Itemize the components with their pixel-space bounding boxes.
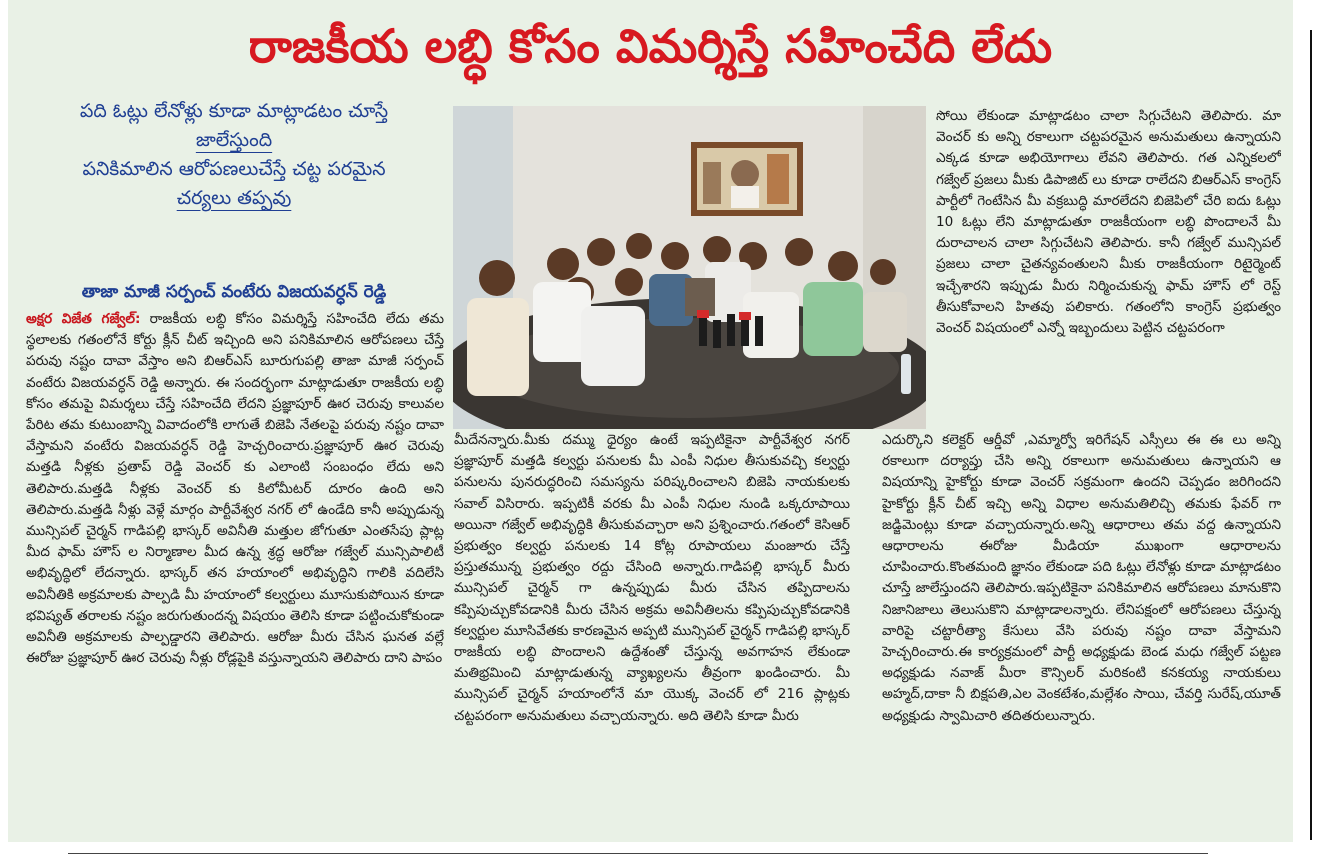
deck-line-1: పది ఓట్లు లేనోళ్లు కూడా మాట్లాడటం చూస్తే [79, 100, 389, 122]
deck-line-2: జాలేస్తుంది [195, 129, 273, 151]
article-column-1 [26, 309, 444, 833]
bottom-rule [68, 853, 1208, 854]
dateline: అక్షర విజేత గజ్వేల్: [26, 311, 141, 327]
column-1-text: రాజకీయ లబ్ధి కోసం విమర్శిస్తే సహించేది లేదు తమ స్థలాలకు గతంలోనే కోర్టు క్లీన్ చీట్ ఇచ్చింది అని పనికిమాలిన ఆరోపణలు చేస్తే పరువు నష్టం దావా వేస్తాం అని బిఆర్ఎస్ బూరుగుపల్లి తాజా మాజీ సర్పంచ్ వంటేరు విజయవర్ధన్ రెడ్డి అన్నారు. ఈ సందర్భంగా మాట్లాడుతూ రాజకీయ లబ్ధి కోసం తమపై విమర్శలు చేస్తే సహించేది లేదని ప్రజ్ఞాపూర్ ఊర చెరువు కాలువల పేరిట తమ కుటుంబాన్ని వివాదంలోకి లాగుతే బిజెపి నేతలపై పరువు నష్టం దావా వేస్తామని వంటేరు విజయవర్ధన్ రెడ్డి హెచ్చరించారు.ప్రజ్ఞాపూర్ ఊర చెరువు మత్తడి నీళ్లకు ప్రతాప్ రెడ్డి వెంచర్ కు ఎలాంటి సంబంధం లేదు అని తెలిపారు.మత్తడి నీళ్లకు వెంచర్ కు కిలోమీటర్ దూరం ఉంది అని తెలిపారు.మత్తడి నీళ్లు వెళ్లే మార్గం పార్టీవేశ్వర నగర్ లో ఉండేది కానీ అప్పుడున్న మున్సిపల్ చైర్మన్ గాడిపల్లి భాస్కర్ అవినీతి మత్తుల జోగుతూ ఎంతసేపు ప్లాట్ల మీద ఫామ్ హౌస్ ల నిర్మాణాల మీద ఉన్న శ్రద్ధ ఆరోజు గజ్వేల్ మున్సిపాలిటీ అభివృద్ధిలో లేదన్నారు. భాస్కర్ తన హయాంలో అభివృద్ధిని గాలికి వదిలేసి అవినీతికి అక్రమాలకు పాల్పడి మీ హయాంలో కల్వర్టులు మూసుకుపోయిన కూడా భవిష్యత్ తరాలకు నష్టం జరుగుతుందన్న విషయం తెలిసి కూడా పట్టించుకోకుండా అవినీతి అక్రమాలకు పాల్పడ్డారని తెలిపారు. ఆరోజు మీరు చేసిన ఘనత వల్లే ఈరోజు ప్రజ్ఞాపూర్ ఊర చెరువు నీళ్లు రోడ్లపైకి వస్తున్నాయని తెలిపారు దాని పాపం [26, 311, 444, 667]
byline: తాజా మాజీ సర్పంచ్ వంటేరు విజయవర్ధన్ రెడ్డి [81, 282, 387, 302]
deck-line-4: చర్యలు తప్పవు [176, 187, 292, 209]
column-3-text: ఎదుర్కొని కలెక్టర్ ఆర్డీవో ,ఎమ్మార్వో ఇరిగేషన్ ఎస్సీలు ఈ ఈ లు అన్ని రకాలుగా దర్యాప్తు చేసి అన్ని రకాలుగా అనుమతులు ఉన్నాయని ఆ విషయాన్ని హైకోర్టు కూడా వెంచర్ సక్రమంగా ఉందని చెప్పడం జరిగిందని హైకోర్టు క్లీన్ చీట్ ఇచ్చి అన్ని విధాల అనుమతిలిచ్చి తమకు ఫేవర్ గా జడ్జిమెంట్లు కూడా వచ్చాయన్నారు.అన్ని ఆధారాలు తమ వద్ద ఉన్నాయని ఆధారాలను ఈరోజు మీడియా ముఖంగా ఆధారాలను చూపించారు.కొంతమంది జ్ఞానం లేకుండా పది ఓట్లు లేనోళ్లు కూడా మాట్లాడటం చూస్తే జాలేస్తుందని తెలిపారు.ఇప్పటికైనా పనికిమాలిన ఆరోపణలు మానుకొని నిజానిజాలు తెలుసుకొని మాట్లాడాలన్నారు. లేనిపక్షంలో ఆరోపణలు చేస్తున్న వారిపై చట్టారీత్యా కేసులు వేసి పరువు నష్టం దావా వేస్తామని హెచ్చరించారు.ఈ కార్యక్రమంలో పార్టీ అధ్యక్షుడు బెండ మధు గజ్వేల్ పట్టణ అధ్యక్షుడు నవాజ్ మీరా కౌన్సిలర్ మరికంటి కనకయ్య నాయకులు అహ్మద్,దాకా నీ బిక్షపతి,ఎల వెంకటేశం,మల్లేశం సాయి, చేవర్తి సురేష్,యూత్ అధ్యక్షుడు స్వామిచారి తదితరులున్నారు. [882, 432, 1281, 724]
press-meet-photo-icon [453, 106, 926, 429]
deck-line-3: పనికిమాలిన ఆరోపణలుచేస్తే చట్ట పరమైన [82, 158, 386, 180]
page-edge-rule [1310, 30, 1312, 840]
article-column-3 [882, 430, 1281, 830]
column-3-top-text: సోయి లేకుండా మాట్లాడటం చాలా సిగ్గుచేటని తెలిపారు. మా వెంచర్ కు అన్ని రకాలుగా చట్టపరమైన అనుమతులు ఉన్నాయని ఎక్కడ కూడా అభియోగాలు లేవని తెలిపారు. గత ఎన్నికలలో గజ్వేల్ ప్రజలు మీకు డిపాజిట్ లు కూడా రాలేదని బిఆర్ఎస్ కాంగ్రెస్ పార్టీలో గెంటేసిన మీ వక్రబుద్ధి మారలేదని బిజెపిలో చేరి ఐదు ఓట్లు 10 ఓట్లు లేని మాట్లాడుతూ రాజకీయంగా లబ్ధి పొందాలనే మీ దురాచాలన చాలా సిగ్గుచేటని తెలిపారు. కానీ గజ్వేల్ మున్సిపల్ ప్రజలు చాలా చైతన్యవంతులని మీకు రాజకీయంగా రిటైర్మెంట్ ఇచ్చేశారని ఇప్పుడు మీరు నిర్మించుకున్న ఫామ్ హౌస్ లో రెస్ట్ తీసుకోవాలని హితవు పలికారు. గతంలోని కాంగ్రెస్ ప్రభుత్వం వెంచర్ విషయంలో ఎన్నో ఇబ్బందులు పెట్టిన చట్టపరంగా [936, 108, 1281, 337]
column-2-text: మీదేనన్నారు.మీకు దమ్ము ధైర్యం ఉంటే ఇప్పటికైనా పార్టీవేశ్వర నగర్ ప్రజ్ఞాపూర్ మత్తడి కల్వర్టు పనులకు మీ ఎంపీ నిధుల తీసుకువచ్చి కల్వర్టు పనులను పునరుద్ధరించి సమస్యను పరిష్కరించాలని బిజెపి నాయకులకు సవాల్ విసిరారు. ఇప్పటికీ వరకు మీ ఎంపీ నిధుల నుండి ఒక్కరూపాయి అయినా గజ్వేల్ అభివృద్ధికి తీసుకువచ్చారా అని ప్రశ్నించారు.గతంలో కెసిఆర్ ప్రభుత్వం కల్వర్టు పనులకు 14 కోట్ల రూపాయలు మంజూరు చేస్తే ప్రస్తుతమున్న ప్రభుత్వం రద్దు చేసింది అన్నారు.గాడిపల్లి భాస్కర్ మీరు మున్సిపల్ చైర్మన్ గా ఉన్నప్పుడు మీరు చేసిన తప్పిదాలను కప్పిపుచ్చుకోవడానికి మీరు చేసిన అక్రమ అవినీతిలను కప్పిపుచ్చుకోవడానికి కల్వర్టుల మూసివేతకు కారణమైన అప్పటి మున్సిపల్ చైర్మన్ గాడిపల్లి భాస్కర్ రాజకీయ లబ్ధి పొందాలని ఉద్దేశంతో చేస్తున్న అవగాహన లేకుండా మతిభ్రమించి మాట్లాడుతున్న వ్యాఖ్యలను తీవ్రంగా ఖండించారు. మీ మున్సిపల్ చైర్మన్ హయాంలోనే మా యొక్క వెంచర్ లో 216 ప్లాట్లకు చట్టపరంగా అనుమతులు వచ్చాయన్నారు. అది తెలిసి కూడా మీరు [454, 432, 850, 724]
article-column-2 [454, 430, 850, 830]
article-column-3-top [936, 106, 1281, 426]
press-meet-photo [453, 106, 926, 429]
headline: రాజకీయ లబ్ధి కోసం విమర్శిస్తే సహించేది లేదు [248, 19, 1053, 73]
sub-headline-deck [24, 97, 444, 213]
